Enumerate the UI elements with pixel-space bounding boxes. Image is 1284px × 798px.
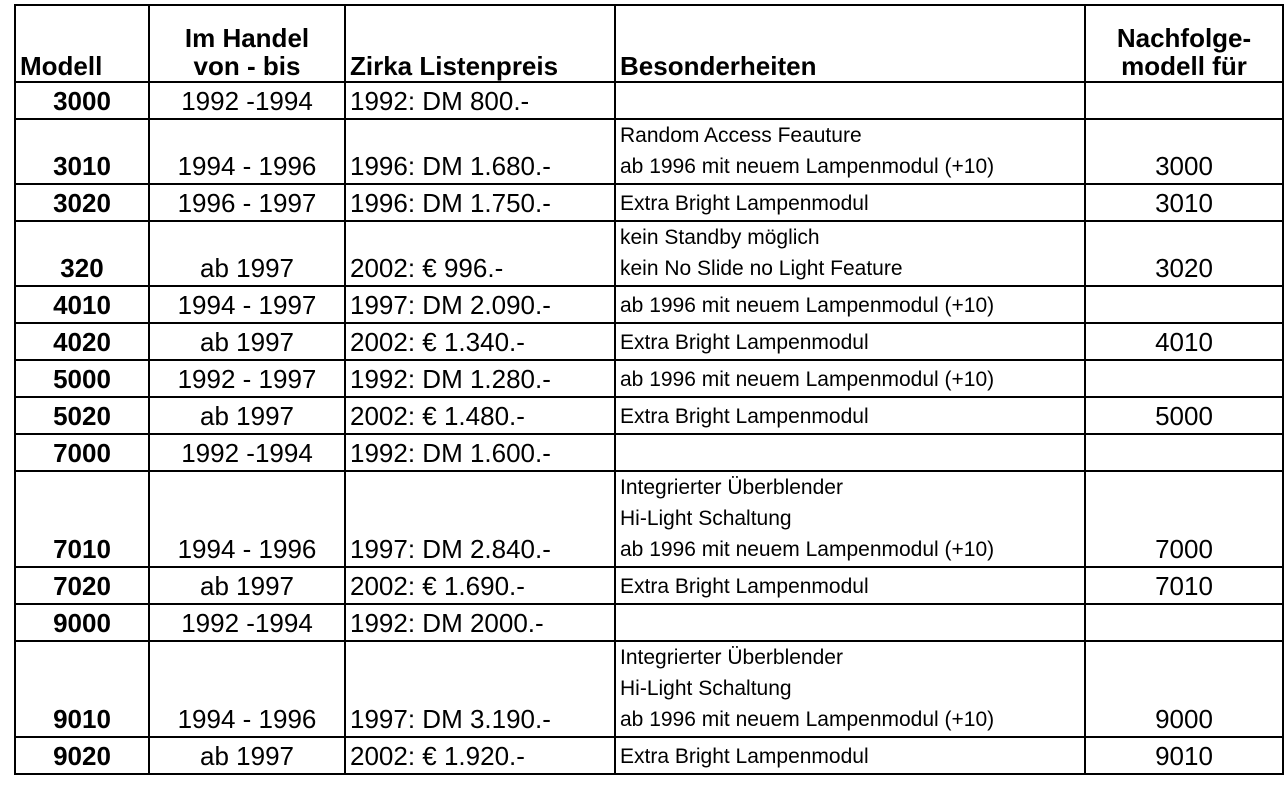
cell-model: 9010 xyxy=(15,641,149,737)
table-row xyxy=(15,184,1283,221)
table-row xyxy=(15,360,1283,397)
cell-period: 1992 -1994 xyxy=(149,604,345,641)
cell-model: 9020 xyxy=(15,737,149,774)
note-line: Hi-Light Schaltung xyxy=(620,507,792,530)
cell-successor xyxy=(1085,360,1283,397)
cell-notes xyxy=(615,82,1085,119)
cell-model: 7020 xyxy=(15,567,149,604)
cell-notes xyxy=(615,641,1085,737)
cell-successor: 3000 xyxy=(1085,119,1283,184)
cell-period: 1994 - 1996 xyxy=(149,119,345,184)
cell-notes xyxy=(615,119,1085,184)
cell-model: 5000 xyxy=(15,360,149,397)
cell-price: 1992: DM 2000.- xyxy=(345,604,615,641)
cell-period: ab 1997 xyxy=(149,323,345,360)
cell-price: 1997: DM 2.090.- xyxy=(345,286,615,323)
note-line: Hi-Light Schaltung xyxy=(620,677,792,700)
note-line: Extra Bright Lampenmodul xyxy=(620,745,869,768)
cell-successor xyxy=(1085,286,1283,323)
cell-model: 9000 xyxy=(15,604,149,641)
cell-notes xyxy=(615,360,1085,397)
cell-period: 1994 - 1997 xyxy=(149,286,345,323)
cell-notes xyxy=(615,221,1085,286)
cell-model: 5020 xyxy=(15,397,149,434)
note-line: ab 1996 mit neuem Lampenmodul (+10) xyxy=(620,155,995,178)
header-successor xyxy=(1085,5,1283,82)
note-line: Extra Bright Lampenmodul xyxy=(620,405,869,428)
cell-notes xyxy=(615,567,1085,604)
cell-successor: 9010 xyxy=(1085,737,1283,774)
table-row xyxy=(15,471,1283,567)
cell-period: ab 1997 xyxy=(149,567,345,604)
note-line: ab 1996 mit neuem Lampenmodul (+10) xyxy=(620,538,995,561)
table-row xyxy=(15,567,1283,604)
cell-period: 1992 -1994 xyxy=(149,82,345,119)
note-line: Extra Bright Lampenmodul xyxy=(620,192,869,215)
cell-price: 1992: DM 800.- xyxy=(345,82,615,119)
table-row xyxy=(15,323,1283,360)
note-line: Integrierter Überblender xyxy=(620,476,843,499)
table-row xyxy=(15,286,1283,323)
header-row xyxy=(15,5,1283,82)
cell-successor: 7010 xyxy=(1085,567,1283,604)
cell-period: 1994 - 1996 xyxy=(149,471,345,567)
table-row xyxy=(15,119,1283,184)
note-line: Extra Bright Lampenmodul xyxy=(620,331,869,354)
cell-price: 1997: DM 2.840.- xyxy=(345,471,615,567)
cell-price: 2002: € 1.480.- xyxy=(345,397,615,434)
cell-successor: 4010 xyxy=(1085,323,1283,360)
note-line: ab 1996 mit neuem Lampenmodul (+10) xyxy=(620,708,995,731)
cell-successor: 5000 xyxy=(1085,397,1283,434)
cell-notes xyxy=(615,471,1085,567)
model-table xyxy=(14,4,1284,775)
cell-period: ab 1997 xyxy=(149,737,345,774)
table-body xyxy=(15,82,1283,774)
cell-notes xyxy=(615,604,1085,641)
cell-price: 1996: DM 1.750.- xyxy=(345,184,615,221)
cell-successor: 3020 xyxy=(1085,221,1283,286)
cell-successor: 7000 xyxy=(1085,471,1283,567)
cell-period: 1994 - 1996 xyxy=(149,641,345,737)
cell-successor xyxy=(1085,434,1283,471)
cell-price: 2002: € 1.340.- xyxy=(345,323,615,360)
cell-notes xyxy=(615,286,1085,323)
table-row xyxy=(15,604,1283,641)
cell-model: 3010 xyxy=(15,119,149,184)
header-notes: Besonderheiten xyxy=(615,5,1085,82)
cell-model: 320 xyxy=(15,221,149,286)
header-successor-text: Nachfolge-modell für xyxy=(1116,23,1252,81)
table-row xyxy=(15,641,1283,737)
cell-price: 2002: € 1.920.- xyxy=(345,737,615,774)
header-price: Zirka Listenpreis xyxy=(345,5,615,82)
cell-model: 3020 xyxy=(15,184,149,221)
cell-price: 2002: € 1.690.- xyxy=(345,567,615,604)
table-row xyxy=(15,434,1283,471)
table-row xyxy=(15,737,1283,774)
note-line: kein No Slide no Light Feature xyxy=(620,257,903,280)
table-row xyxy=(15,221,1283,286)
cell-model: 7010 xyxy=(15,471,149,567)
cell-successor: 9000 xyxy=(1085,641,1283,737)
cell-successor xyxy=(1085,82,1283,119)
cell-notes xyxy=(615,323,1085,360)
cell-notes xyxy=(615,737,1085,774)
cell-successor xyxy=(1085,604,1283,641)
cell-model: 3000 xyxy=(15,82,149,119)
cell-price: 2002: € 996.- xyxy=(345,221,615,286)
cell-model: 4020 xyxy=(15,323,149,360)
cell-successor: 3010 xyxy=(1085,184,1283,221)
cell-notes xyxy=(615,434,1085,471)
cell-model: 7000 xyxy=(15,434,149,471)
cell-price: 1997: DM 3.190.- xyxy=(345,641,615,737)
note-line: ab 1996 mit neuem Lampenmodul (+10) xyxy=(620,294,995,317)
cell-notes xyxy=(615,184,1085,221)
cell-price: 1992: DM 1.280.- xyxy=(345,360,615,397)
note-line: Integrierter Überblender xyxy=(620,646,843,669)
cell-period: ab 1997 xyxy=(149,397,345,434)
cell-price: 1996: DM 1.680.- xyxy=(345,119,615,184)
cell-model: 4010 xyxy=(15,286,149,323)
header-period xyxy=(149,5,345,82)
note-line: ab 1996 mit neuem Lampenmodul (+10) xyxy=(620,368,995,391)
note-line: Random Access Feauture xyxy=(620,124,862,147)
cell-price: 1992: DM 1.600.- xyxy=(345,434,615,471)
header-period-text: Im Handel von - bis xyxy=(184,23,310,81)
table-row xyxy=(15,82,1283,119)
note-line: kein Standby möglich xyxy=(620,226,820,249)
note-line: Extra Bright Lampenmodul xyxy=(620,575,869,598)
cell-period: 1992 -1994 xyxy=(149,434,345,471)
cell-period: 1996 - 1997 xyxy=(149,184,345,221)
table-row xyxy=(15,397,1283,434)
header-model: Modell xyxy=(15,5,149,82)
cell-notes xyxy=(615,397,1085,434)
cell-period: ab 1997 xyxy=(149,221,345,286)
cell-period: 1992 - 1997 xyxy=(149,360,345,397)
